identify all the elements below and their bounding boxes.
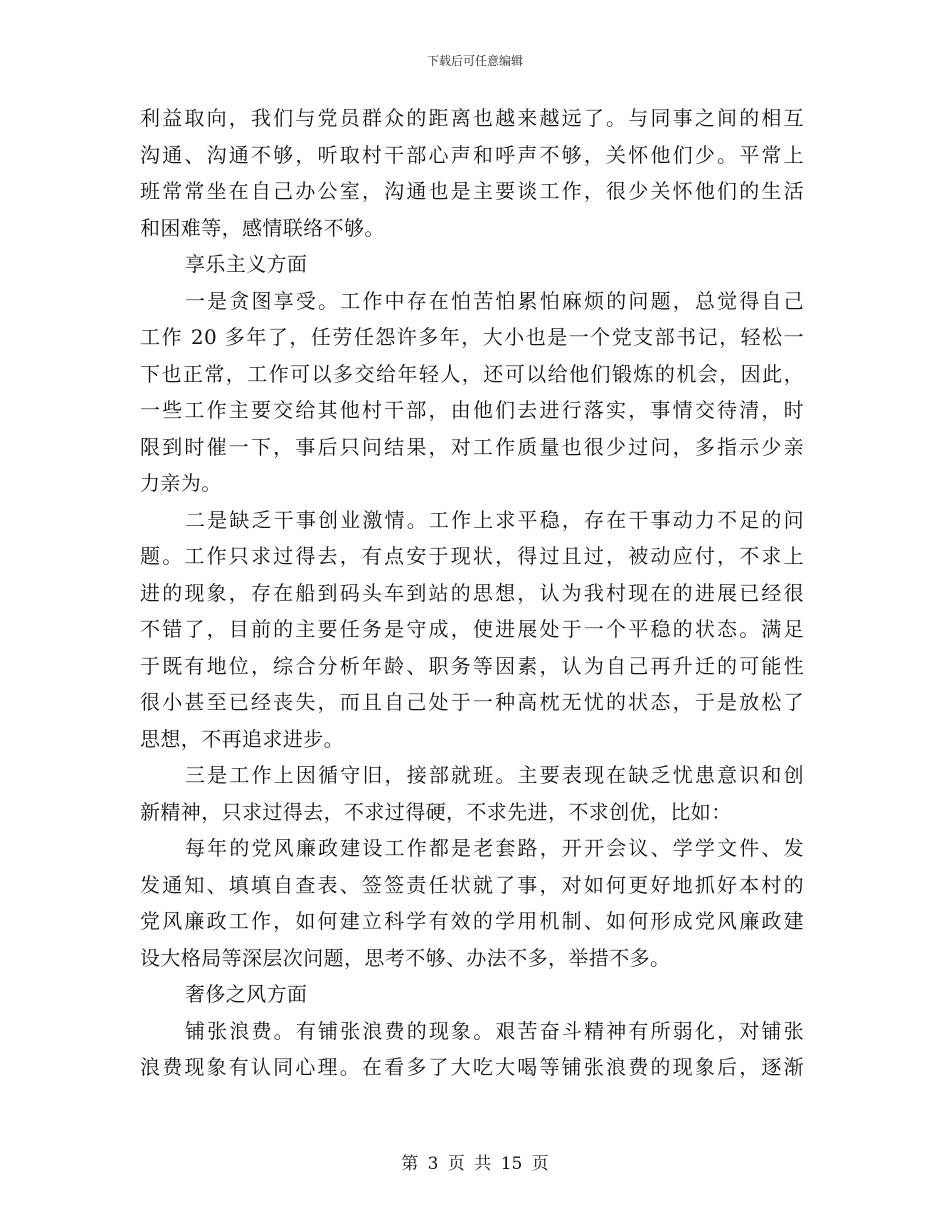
text-line: 铺张浪费。有铺张浪费的现象。艰苦奋斗精神有所弱化，对铺张 [185,1018,804,1043]
text-line: 班常常坐在自己办公室，沟通也是主要谈工作，很少关怀他们的生活 [140,179,804,203]
text-line: 进的现象，存在船到码头车到站的思想，认为我村现在的进展已经很 [140,580,804,605]
text-line: 思想，不再追求进步。 [140,726,344,751]
document-body [140,100,804,1086]
text-line: 不错了，目前的主要任务是守成，使进展处于一个平稳的状态。满足 [140,617,804,641]
text-line: 沟通、沟通不够，听取村干部心声和呼声不够，关怀他们少。平常上 [140,142,804,167]
text-line: 题。工作只求过得去，有点安于现状，得过且过，被动应付，不求上 [140,544,804,568]
text-line: 设大格局等深层次问题，思考不够、办法不多，举措不多。 [140,945,671,970]
text-line: 利益取向，我们与党员群众的距离也越来越远了。与同事之间的相互 [140,106,804,130]
page-number: 第 3 页 共 15 页 [401,1154,549,1174]
text-line: 奢侈之风方面 [185,982,308,1006]
text-line: 力亲为。 [140,471,222,495]
text-line: 每年的党风廉政建设工作都是老套路，开开会议、学学文件、发 [185,836,804,860]
text-line: 党风廉政工作，如何建立科学有效的学用机制、如何形成党风廉政建 [140,909,804,933]
text-line: 浪费现象有认同心理。在看多了大吃大喝等铺张浪费的现象后，逐渐 [140,1055,804,1079]
text-line: 于既有地位，综合分析年龄、职务等因素，认为自己再升迁的可能性 [140,653,804,678]
text-line: 限到时催一下，事后只问结果，对工作质量也很少过问，多指示少亲 [140,434,804,459]
text-line: 发通知、填填自查表、签签责任状就了事，对如何更好地抓好本村的 [140,872,804,897]
text-line: 一些工作主要交给其他村干部，由他们去进行落实，事情交待清，时 [140,398,804,422]
text-line: 三是工作上因循守旧，接部就班。主要表现在缺乏忧患意识和创 [185,763,804,787]
text-line: 很小甚至已经丧失，而且自己处于一种高枕无忧的状态，于是放松了 [140,690,804,714]
text-line: 享乐主义方面 [185,252,308,276]
text-line: 工作 20 多年了，任劳任怨许多年，大小也是一个党支部书记，轻松一 [140,325,804,349]
text-line: 和困难等，感情联络不够。 [140,215,385,240]
text-line: 二是缺乏干事创业激情。工作上求平稳，存在干事动力不足的问 [185,507,804,532]
text-line: 下也正常，工作可以多交给年轻人，还可以给他们锻炼的机会，因此， [140,361,804,386]
text-line: 一是贪图享受。工作中存在怕苦怕累怕麻烦的问题，总觉得自己 [185,288,804,313]
text-line: 新精神，只求过得去，不求过得硬，不求先进，不求创优，比如： [140,799,732,824]
page-header: 下载后可任意编辑 [426,54,523,68]
